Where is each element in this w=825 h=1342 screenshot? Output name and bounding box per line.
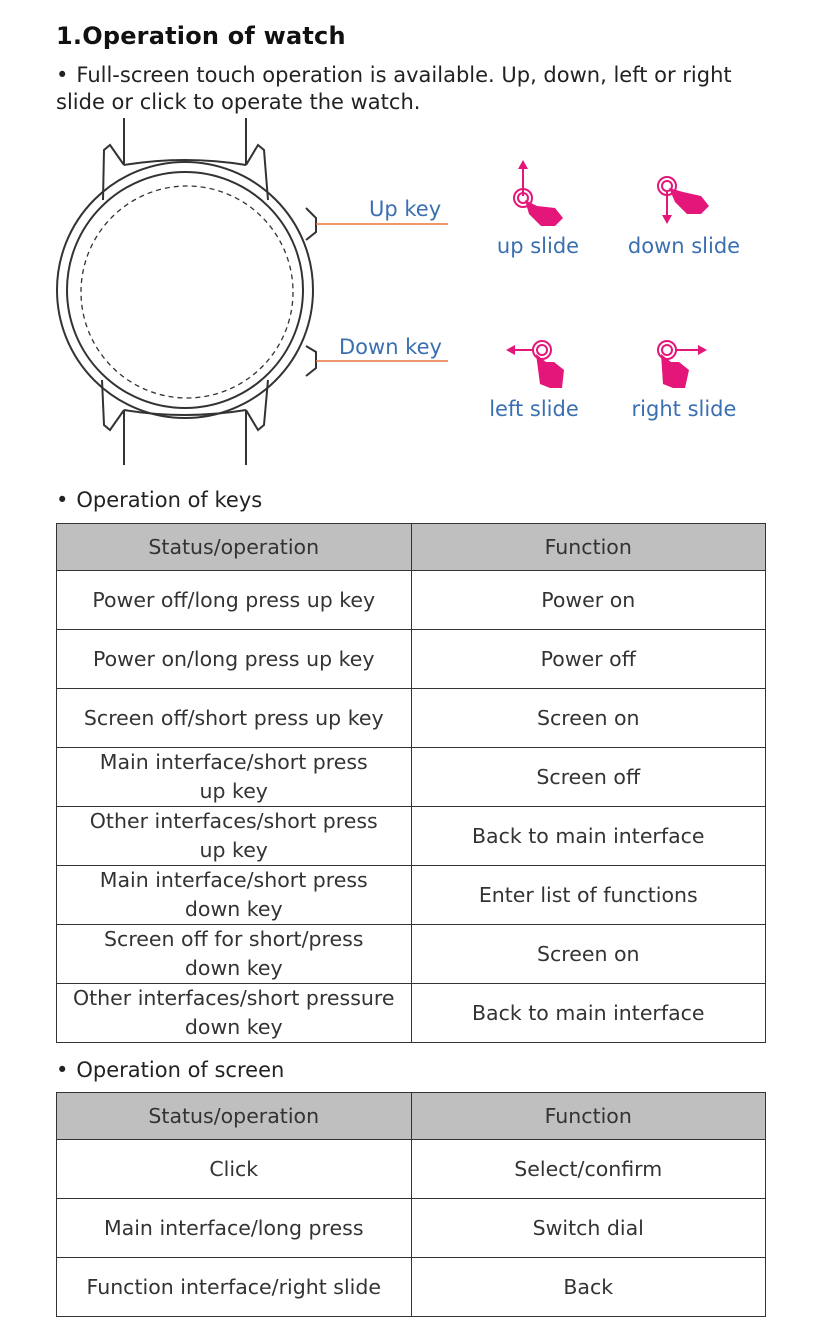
column-header: Status/operation: [57, 1093, 412, 1140]
gesture-label-right-slide: right slide: [631, 397, 737, 421]
table-row: [57, 866, 766, 925]
table-cell: Enter list of functions: [411, 866, 766, 925]
table-row: [57, 630, 766, 689]
table-header-row: [57, 524, 766, 571]
table-row: [57, 1140, 766, 1199]
table-cell: Main interface/short press up key: [57, 748, 412, 807]
down-key-label: Down key: [339, 335, 442, 359]
hand-down-slide-icon: [658, 177, 709, 224]
table-cell: Function interface/right slide: [57, 1258, 412, 1317]
table-row: [57, 748, 766, 807]
hand-right-slide-icon: [658, 341, 707, 388]
table-header-row: [57, 1093, 766, 1140]
table-row: [57, 807, 766, 866]
table-row: [57, 1199, 766, 1258]
table-cell: Back: [411, 1258, 766, 1317]
table-cell: Screen on: [411, 689, 766, 748]
hand-left-slide-icon: [506, 341, 564, 388]
table-cell: Main interface/long press: [57, 1199, 412, 1258]
hand-up-slide-icon: [514, 160, 563, 226]
table-cell: Screen off for short/press down key: [57, 925, 412, 984]
table-cell: Back to main interface: [411, 807, 766, 866]
screen-section-heading: • Operation of screen: [56, 1058, 284, 1082]
gesture-label-left-slide: left slide: [489, 397, 579, 421]
table-cell: Power off: [411, 630, 766, 689]
table-cell: Main interface/short press down key: [57, 866, 412, 925]
gesture-label-down-slide: down slide: [627, 234, 741, 258]
table-cell: Power off/long press up key: [57, 571, 412, 630]
column-header: Function: [411, 1093, 766, 1140]
gesture-label-up-slide: up slide: [496, 234, 580, 258]
table-cell: Power on: [411, 571, 766, 630]
up-key-label: Up key: [369, 197, 442, 221]
keys-table: [56, 523, 766, 1043]
table-row: [57, 571, 766, 630]
table-cell: Screen off: [411, 748, 766, 807]
page-title: 1.Operation of watch: [56, 22, 346, 50]
column-header: Status/operation: [57, 524, 412, 571]
table-row: [57, 925, 766, 984]
table-cell: Other interfaces/short pressure down key: [57, 984, 412, 1043]
table-cell: Screen off/short press up key: [57, 689, 412, 748]
watch-icon: [57, 118, 316, 465]
column-header: Function: [411, 524, 766, 571]
table-cell: Switch dial: [411, 1199, 766, 1258]
table-cell: Select/confirm: [411, 1140, 766, 1199]
table-cell: Back to main interface: [411, 984, 766, 1043]
table-row: [57, 984, 766, 1043]
table-cell: Screen on: [411, 925, 766, 984]
keys-section-heading: • Operation of keys: [56, 488, 262, 512]
screen-table: [56, 1092, 766, 1317]
table-cell: Power on/long press up key: [57, 630, 412, 689]
table-row: [57, 1258, 766, 1317]
table-cell: Click: [57, 1140, 412, 1199]
table-row: [57, 689, 766, 748]
intro-text: • Full-screen touch operation is available. Up, down, left or right slide or click to operate the watch.: [56, 62, 776, 116]
table-cell: Other interfaces/short press up key: [57, 807, 412, 866]
